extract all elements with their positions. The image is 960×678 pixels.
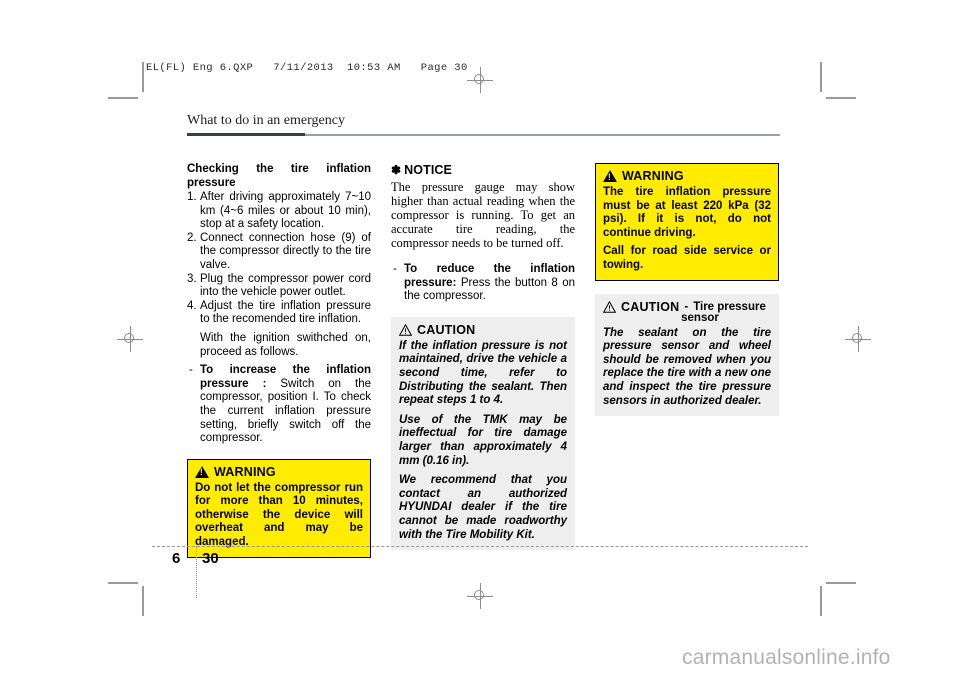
list-item-text: Plug the compressor power cord into the vehicle power outlet. <box>200 272 371 299</box>
crop-mark-top-right-vertical <box>820 62 822 92</box>
qxp-file-header: EL(FL) Eng 6.QXP 7/11/2013 10:53 AM Page 30 <box>146 62 468 74</box>
caution-box-body: The sealant on the tire pressure sensor and wheel should be removed when you replace the tire with a new one and inspect the tire pressure sensors in authorized dealer. <box>603 326 771 407</box>
dash-item-rest: Press the button 8 on the compressor. <box>404 276 575 303</box>
warning-box-pressure <box>595 163 779 281</box>
spacer <box>595 281 779 294</box>
caution-box-subtitle-line2: sensor <box>681 311 719 324</box>
caution-box-paragraph: We recommend that you contact an authorized HYUNDAI dealer if the tire cannot be made roadworthy with the Tire Mobility Kit. <box>399 474 567 541</box>
caution-triangle-icon <box>399 324 412 336</box>
dash-bullet: - <box>393 263 397 275</box>
followup-paragraph: With the ignition swithched on, proceed as follows. <box>200 331 371 358</box>
registration-mark-bottom-center <box>467 583 493 609</box>
footer-page-number: 30 <box>202 550 219 567</box>
spacer <box>391 304 575 317</box>
warning-box-paragraph: Call for road side service or towing. <box>603 245 771 271</box>
warning-box-compressor <box>187 459 371 558</box>
caution-box-title-block <box>603 300 771 324</box>
crop-mark-bottom-left-vertical <box>142 586 144 616</box>
registration-mark-left <box>117 326 143 352</box>
warning-triangle-icon <box>603 170 617 182</box>
footer-vertical-divider <box>196 546 197 598</box>
list-item-number: 1. <box>187 191 197 203</box>
list-item-text: After driving approximately 7~10 km (4~6 miles or about 10 min), stop at a safety location. <box>200 191 371 231</box>
spacer <box>187 446 371 459</box>
crop-mark-bottom-right-vertical <box>820 586 822 616</box>
list-item <box>187 232 371 273</box>
list-item-text: Connect connection hose (9) of the compressor directly to the tire valve. <box>200 231 371 271</box>
warning-box-title: WARNING <box>622 169 684 183</box>
dash-item-rest: Switch on the compressor, position I. To check the current inflation pressure setting, briefly switch off the compressor. <box>200 377 372 445</box>
dash-item-lead: To increase the inflation pressure : <box>200 364 371 390</box>
caution-box-title-row <box>399 323 567 337</box>
caution-box-title: CAUTION <box>621 299 680 314</box>
caution-box-subtitle-line1: Tire pressure <box>693 300 766 313</box>
list-item-number: 2. <box>187 231 197 244</box>
caution-box-title: CAUTION <box>417 322 476 337</box>
running-head-rule-light <box>305 134 780 136</box>
footer-divider <box>152 546 808 547</box>
warning-box-paragraph: The tire inflation pressure must be at least 220 kPa (32 psi). If it is not, do not continue driving. <box>603 186 771 239</box>
column-2 <box>391 163 575 550</box>
notice-heading <box>391 163 575 177</box>
caution-triangle-icon <box>603 301 616 313</box>
notice-body: The pressure gauge may show higher than actual reading when the compressor is running. To get an accurate tire reading, the compressor needs to be turned off. <box>391 180 575 250</box>
warning-box-title-row <box>195 465 363 479</box>
list-item-number: 4. <box>187 299 197 312</box>
column-1 <box>187 163 371 558</box>
registration-mark-top-center <box>467 67 493 93</box>
list-item-number: 3. <box>187 272 197 285</box>
dash-list-item <box>187 364 371 446</box>
crop-mark-top-left-vertical <box>142 62 144 92</box>
running-head-title: What to do in an emergency <box>187 113 345 128</box>
section-heading: Checking the tire inflation pressure <box>187 163 371 189</box>
crop-mark-top-right-horizontal <box>826 97 856 99</box>
asterisk-icon: ✽ <box>391 163 402 177</box>
dash-item-lead: To reduce the inflation pressure: <box>404 263 575 289</box>
crop-mark-bottom-right-horizontal <box>826 582 856 584</box>
warning-box-title-row <box>603 169 771 183</box>
dash-list-item <box>391 263 575 304</box>
warning-triangle-icon <box>195 466 209 478</box>
crop-mark-top-left-horizontal <box>108 97 138 99</box>
caution-box-title-dash: - <box>684 300 689 313</box>
dash-bullet: - <box>189 364 193 377</box>
caution-box-inflation <box>391 317 575 550</box>
crop-mark-bottom-left-horizontal <box>108 582 138 584</box>
list-item <box>187 191 371 232</box>
notice-title: NOTICE <box>404 163 452 177</box>
caution-box-paragraph: If the inflation pressure is not maintained, drive the vehicle a second time, refer to Distributing the sealant. Then repeat steps 1 to 4. <box>399 339 567 407</box>
list-item <box>187 300 371 327</box>
column-3 <box>595 163 779 416</box>
watermark-text: carmanualsonline.info <box>682 646 891 669</box>
caution-box-paragraph: Use of the TMK may be ineffectual for tire damage larger than approximately 4 mm (0.16 in). <box>399 413 567 467</box>
list-item <box>187 273 371 300</box>
caution-box-tire-pressure-sensor <box>595 294 779 417</box>
body-columns <box>187 163 780 549</box>
warning-box-title: WARNING <box>214 464 276 479</box>
running-head-rule-dark <box>187 133 305 136</box>
warning-box-body: Do not let the compressor run for more than 10 minutes, otherwise the device will overheat and may be damaged. <box>195 481 363 549</box>
footer-chapter-number: 6 <box>172 550 181 567</box>
registration-mark-right <box>845 326 871 352</box>
list-item-text: Adjust the tire inflation pressure to the recomended tire inflation. <box>200 299 371 326</box>
spacer <box>391 250 575 263</box>
